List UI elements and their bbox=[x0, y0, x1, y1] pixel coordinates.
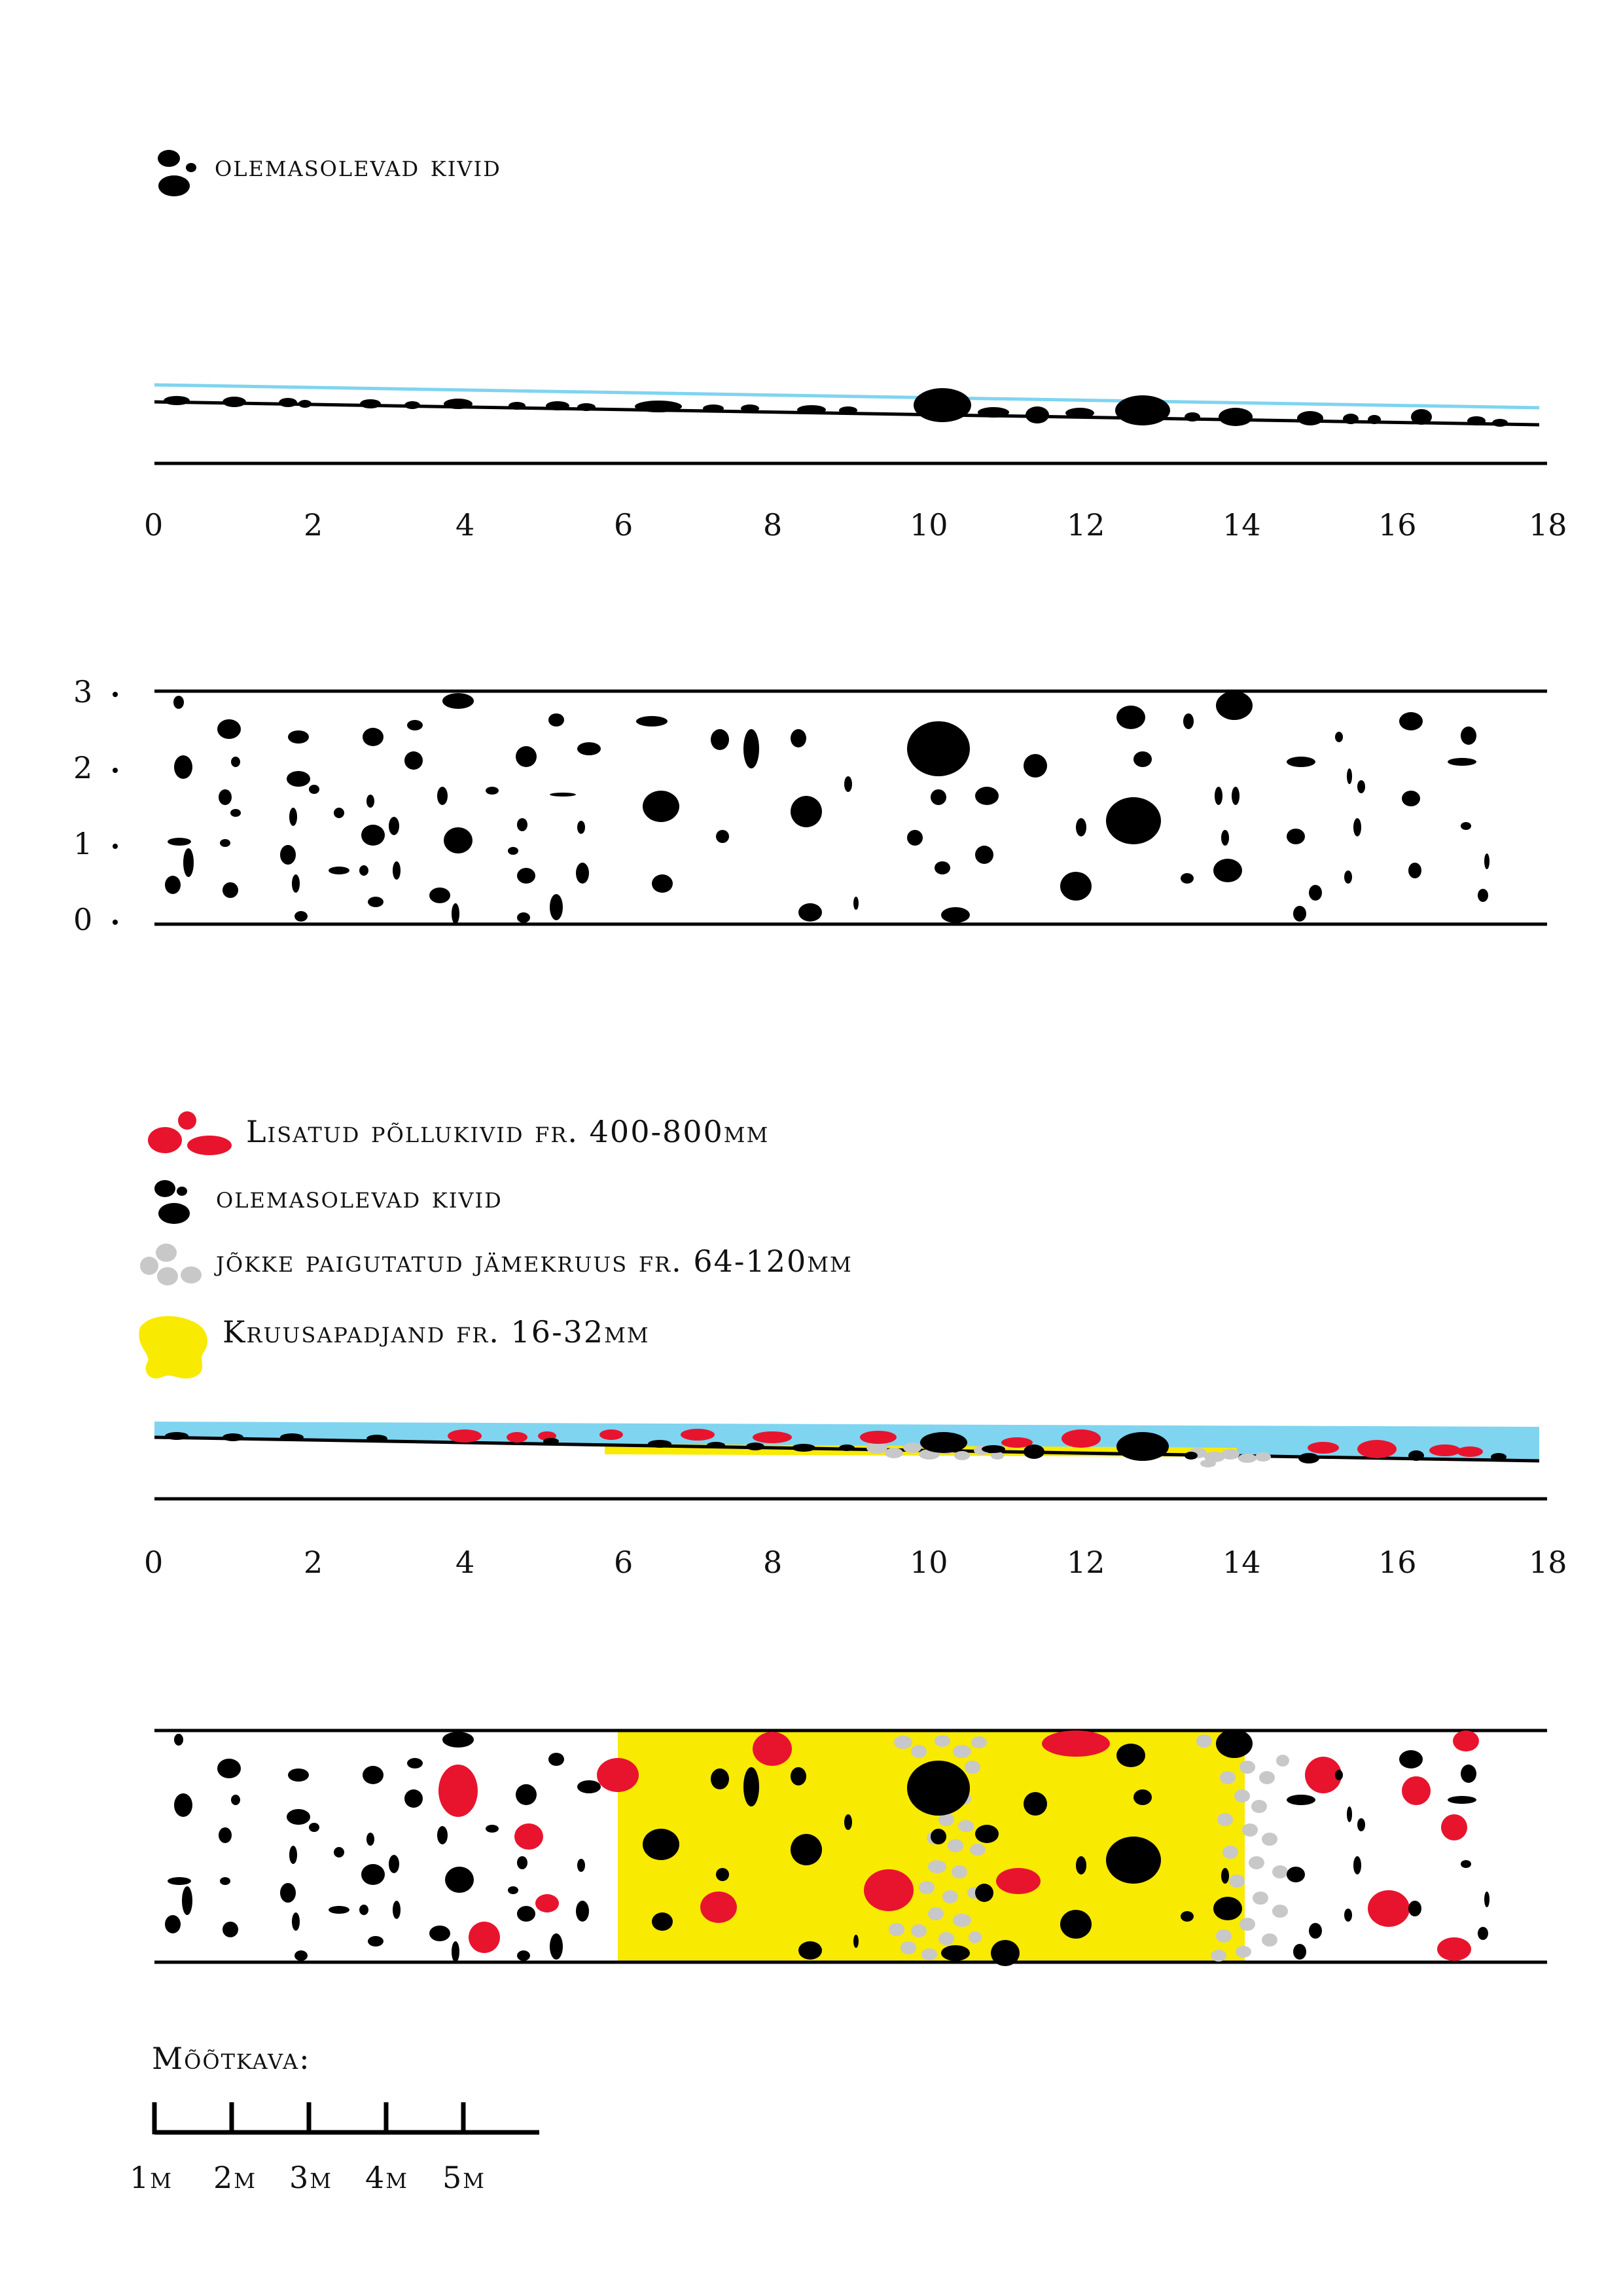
scale-label: 4m bbox=[365, 2160, 409, 2195]
scale-label: 5m bbox=[442, 2160, 486, 2195]
y-tick: 1 bbox=[73, 826, 93, 861]
y-tick: 2 bbox=[73, 750, 93, 785]
y-tick: 0 bbox=[73, 902, 93, 937]
axis-tick: 6 bbox=[614, 1545, 633, 1580]
plan-1-stones bbox=[165, 691, 1489, 924]
axis-tick: 12 bbox=[1067, 1545, 1105, 1580]
axis-tick: 8 bbox=[763, 507, 783, 543]
coarse-gravel-icon bbox=[131, 1237, 203, 1296]
axis-tick: 18 bbox=[1529, 1545, 1567, 1580]
legend-label-existing-stones-2: olemasolevad kivid bbox=[216, 1179, 503, 1215]
legend-label-existing-stones: olemasolevad kivid bbox=[215, 148, 501, 183]
scale-labels bbox=[0, 2160, 589, 2199]
axis-ticks-section-1 bbox=[0, 507, 1623, 547]
axis-tick: 18 bbox=[1529, 507, 1567, 543]
axis-tick: 2 bbox=[304, 1545, 323, 1580]
scale-label: 1m bbox=[130, 2160, 173, 2195]
y-tick: 3 bbox=[73, 674, 93, 709]
axis-tick: 0 bbox=[144, 1545, 164, 1580]
scale-label: 3m bbox=[289, 2160, 333, 2195]
axis-tick: 16 bbox=[1378, 507, 1417, 543]
gravel-cushion-icon bbox=[131, 1309, 216, 1388]
existing-stones-icon bbox=[148, 1172, 213, 1230]
axis-tick: 6 bbox=[614, 507, 633, 543]
y-tick-marks bbox=[113, 692, 118, 925]
axis-tick: 8 bbox=[763, 1545, 783, 1580]
scale-title: Mõõtkava: bbox=[152, 2041, 311, 2076]
axis-ticks-section-2 bbox=[0, 1545, 1623, 1584]
plan-view-2 bbox=[0, 1715, 1623, 1977]
scale-label: 2m bbox=[213, 2160, 257, 2195]
axis-tick: 16 bbox=[1378, 1545, 1417, 1580]
axis-tick: 2 bbox=[304, 507, 323, 543]
axis-tick: 14 bbox=[1222, 507, 1261, 543]
axis-tick: 0 bbox=[144, 507, 164, 543]
axis-tick: 10 bbox=[910, 507, 948, 543]
scale-bar bbox=[144, 2098, 550, 2144]
legend-label-added-stones: Lisatud põllukivid fr. 400-800mm bbox=[246, 1114, 770, 1149]
axis-tick: 12 bbox=[1067, 507, 1105, 543]
cross-section-2 bbox=[0, 1414, 1623, 1518]
legend-2 bbox=[131, 1106, 1178, 1388]
section-1-stones bbox=[164, 388, 1508, 427]
axis-tick: 10 bbox=[910, 1545, 948, 1580]
legend-label-gravel-cushion: Kruusapadjand fr. 16-32mm bbox=[223, 1314, 650, 1350]
legend-label-coarse-gravel: jõkke paigutatud jämekruus fr. 64-120mm bbox=[216, 1244, 853, 1279]
cross-section-1 bbox=[0, 353, 1623, 628]
existing-stones-icon bbox=[151, 144, 203, 203]
axis-tick: 14 bbox=[1222, 1545, 1261, 1580]
plan-view-1 bbox=[0, 674, 1623, 936]
axis-tick: 4 bbox=[455, 507, 475, 543]
axis-tick: 4 bbox=[455, 1545, 475, 1580]
added-field-stones-icon bbox=[137, 1106, 242, 1165]
